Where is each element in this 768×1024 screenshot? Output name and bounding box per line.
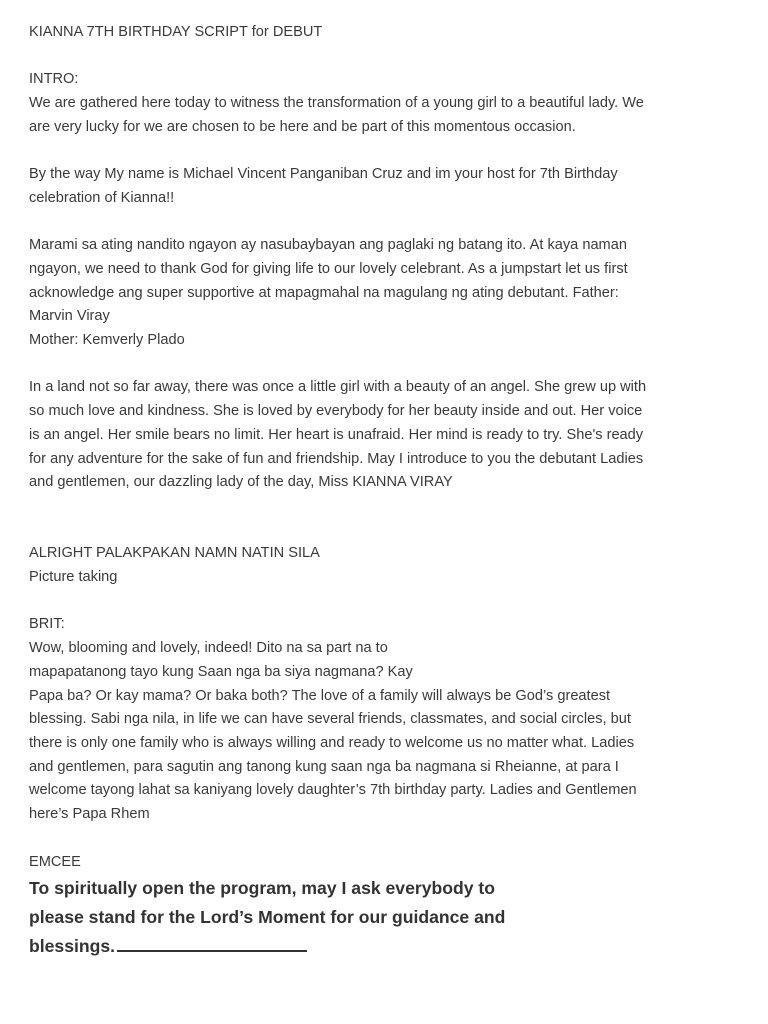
emcee-heading: EMCEE bbox=[29, 853, 81, 870]
intro-paragraph-3 bbox=[29, 234, 738, 353]
brit-paragraph bbox=[29, 637, 738, 827]
bold-text-line: please stand for the Lord’s Moment for our guidance and bbox=[29, 907, 506, 928]
text-line: Marami sa ating nandito ngayon ay nasubaybayan ang paglaki ng batang ito. At kaya naman bbox=[29, 237, 627, 254]
text-line: so much love and kindness. She is loved by everybody for her beauty inside and out. Her voice bbox=[29, 403, 643, 420]
bold-text-line-with-blank bbox=[29, 932, 738, 961]
text-line: We are gathered here today to witness the transformation of a young girl to a beautiful lady. We bbox=[29, 95, 644, 112]
text-line: celebration of Kianna!! bbox=[29, 189, 175, 206]
spacer bbox=[29, 590, 738, 614]
father-name-line: Marvin Viray bbox=[29, 308, 110, 325]
text-line: and gentlemen, para sagutin ang tanong kung saan nga ba nagmana si Rheianne, at para I bbox=[29, 758, 619, 775]
bold-text-line: To spiritually open the program, may I ask everybody to bbox=[29, 878, 496, 899]
text-line: Wow, blooming and lovely, indeed! Dito na sa part na to bbox=[29, 640, 388, 657]
text-line: there is only one family who is always willing and ready to welcome us no matter what. Ladies bbox=[29, 735, 635, 751]
document-title: KIANNA 7TH BIRTHDAY SCRIPT for DEBUT bbox=[29, 24, 323, 40]
text-line: Papa ba? Or kay mama? Or baka both? The love of a family will always be God’s greatest bbox=[29, 687, 611, 704]
text-line: mapapatanong tayo kung Saan nga ba siya nagmana? Kay bbox=[29, 663, 413, 680]
text-line: acknowledge ang super supportive at mapagmahal na magulang ng ating debutant. Father: bbox=[29, 284, 619, 301]
bold-text: blessings. bbox=[29, 936, 116, 957]
intro-paragraph-1 bbox=[29, 92, 738, 139]
fill-in-blank-underline bbox=[117, 950, 307, 952]
mother-name-line: Mother: Kemverly Plado bbox=[29, 332, 185, 349]
text-line: welcome tayong lahat sa kaniyang lovely daughter’s 7th birthday party. Ladies and Gentlemen bbox=[29, 782, 637, 799]
spacer bbox=[29, 45, 738, 69]
text-line: here’s Papa Rhem bbox=[29, 806, 150, 823]
intro-paragraph-4 bbox=[29, 376, 738, 495]
brit-heading: BRIT: bbox=[29, 616, 65, 633]
spacer bbox=[29, 211, 738, 235]
text-line: are very lucky for we are chosen to be here and be part of this momentous occasion. bbox=[29, 118, 576, 135]
text-line: is an angel. Her smile bears no limit. Her heart is unafraid. Her mind is ready to try. She's ready bbox=[29, 426, 644, 443]
spacer bbox=[29, 827, 738, 851]
text-line: and gentlemen, our dazzling lady of the day, Miss KIANNA VIRAY bbox=[29, 474, 453, 491]
text-line: ngayon, we need to thank God for giving life to our lovely celebrant. As a jumpstart let us first bbox=[29, 260, 628, 277]
emcee-bold-paragraph bbox=[29, 874, 738, 961]
text-line: By the way My name is Michael Vincent Panganiban Cruz and im your host for 7th Birthday bbox=[29, 166, 618, 183]
picture-taking-line: Picture taking bbox=[29, 569, 118, 586]
spacer bbox=[29, 353, 738, 377]
spacer bbox=[29, 495, 738, 542]
text-line: blessing. Sabi nga nila, in life we can have several friends, classmates, and social circles, but bbox=[29, 711, 631, 728]
text-line: for any adventure for the sake of fun and friendship. May I introduce to you the debutant Ladies bbox=[29, 450, 644, 467]
intro-heading: INTRO: bbox=[29, 71, 79, 88]
spacer bbox=[29, 140, 738, 164]
text-line: In a land not so far away, there was once a little girl with a beauty of an angel. She grew up with bbox=[29, 379, 647, 396]
intro-paragraph-2 bbox=[29, 163, 738, 210]
applause-line: ALRIGHT PALAKPAKAN NAMN NATIN SILA bbox=[29, 545, 320, 562]
